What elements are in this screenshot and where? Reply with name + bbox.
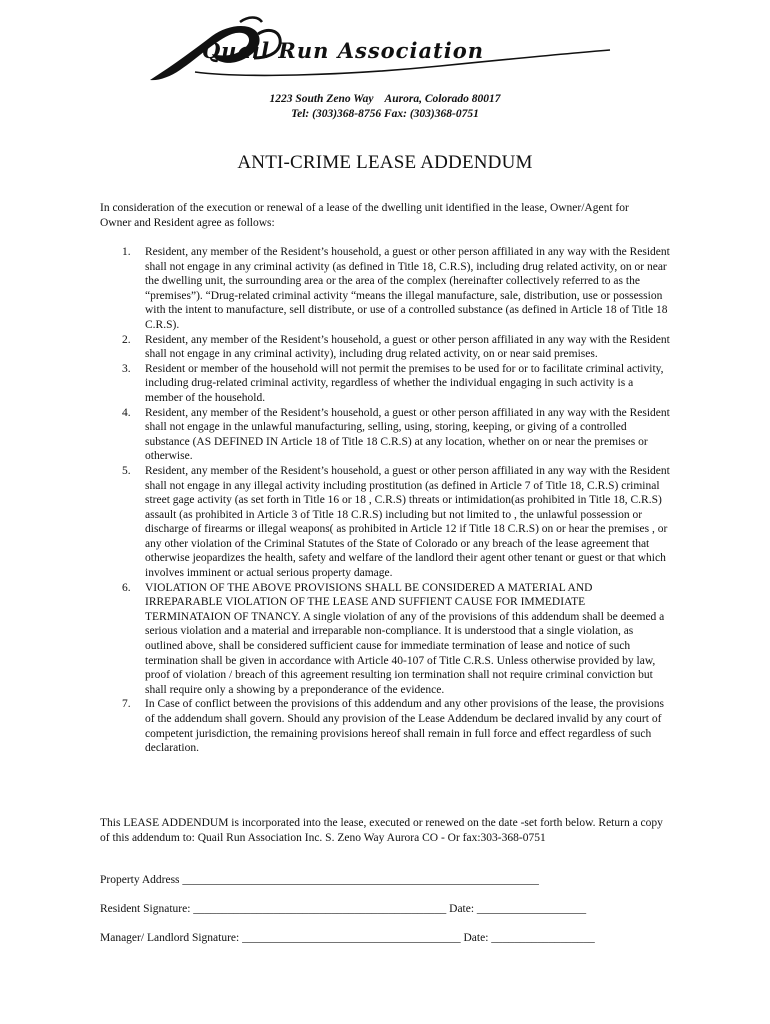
item-number: 7.: [122, 698, 131, 711]
provision-item: [100, 406, 670, 464]
phone-fax-line: Tel: (303)368-8756 Fax: (303)368-0751: [291, 108, 479, 120]
intro-paragraph: In consideration of the execution or renewal of a lease of the dwelling unit identified in the lease, Owner/Agent for Owner and Resident agree as follows:: [100, 202, 629, 229]
provision-item: [100, 581, 670, 698]
item-text: Resident or member of the household will not permit the premises to be used for or to facilitate criminal activity, including drug-related criminal activity, regardless of whether the individual engaging in such activity is a member of the household.: [145, 362, 664, 404]
item-text: Resident, any member of the Resident’s household, a guest or other person affiliated in any way with the Resident shall not engage in any criminal activity), including drug related activity, on or near said premises.: [145, 333, 670, 361]
item-number: 6.: [122, 581, 131, 594]
provision-item: [100, 464, 670, 581]
document-title: ANTI-CRIME LEASE ADDENDUM: [237, 152, 533, 173]
provision-item: [100, 333, 670, 362]
logo-text: Quail Run Association: [202, 38, 485, 63]
item-text: Resident, any member of the Resident’s household, a guest or other person affiliated in any way with the Resident shall not engage in any illegal activity including prostitution (as defined in Article 7 of Title 18, C.R.S) criminal street gage activity (as set forth in Title 16 or 18 , C.R.S) threats or intimidation(as prohibited in Title 18, C.R.S) assault (as prohibited in Article 3 of Title 18 C.R.S) including but not limited to , the unlawful possession or discharge of firearms or illegal weapons( as prohibited in Article 12 if Title 18 C.R.S) on or hear the premises , or any other violation of the Criminal Statutes of the State of Colorado or any breach of the lease agreement that otherwise jeopardizes the health, safety and welfare of the landlord their agent other tenant or guest or that which involves imminent or actual serious property damage.: [145, 464, 670, 580]
address-line: 1223 South Zeno Way Aurora, Colorado 80017: [269, 93, 501, 105]
item-number: 2.: [122, 333, 131, 346]
property-address-field[interactable]: Property Address ______________________________________________________________: [100, 874, 539, 886]
item-number: 3.: [122, 362, 131, 375]
item-text: In Case of conflict between the provisions of this addendum and any other provisions of the lease, the provisions of the addendum shall govern. Should any provision of the Lease Addendum be declared invalid by any court of competent jurisdiction, the remaining provisions hereof shall remain in full force and effect regardless of such declaration.: [145, 698, 664, 755]
item-text: VIOLATION OF THE ABOVE PROVISIONS SHALL BE CONSIDERED A MATERIAL AND IRREPARABLE VIOLATION OF THE LEASE AND SUFFIENT CAUSE FOR IMMEDIATE TERMINATAION OF TNANCY. A single violation of any of the provisions of this addendum shall be deemed a serious violation and a material and irreparable non-compliance. It is understood that a single violation, as outlined above, shall be considered sufficient cause for immediate termination of lease and notice of such termination shall be given in accordance with Article 40-107 of Title C.R.S. Unless otherwise provided by law, proof of violation / breach of this agreement resulting ion termination shall not require criminal conviction but shall require only a showing by a preponderance of the evidence.: [145, 581, 665, 696]
item-number: 5.: [122, 464, 131, 477]
item-number: 1.: [122, 246, 131, 258]
item-number: 4.: [122, 406, 131, 419]
resident-signature-field[interactable]: Resident Signature: ____________________________________________ Date: ___________________: [100, 903, 587, 915]
provision-item: [100, 362, 670, 406]
item-text: Resident, any member of the Resident’s household, a guest or other person affiliated in any way with the Resident shall not engage in any criminal activity (as defined in Title 18, C.R.S), including drug related activity, on or near the dwelling unit, the surrounding area or the area of the complex (hereinafter collectively referred to as the “premises”). “Drug-related criminal activity “means the illegal manufacture, sale, distribution, use or possession with the intent to manufacture, sell distribute, or use of a controlled substance (as defined in Article 18 of Title 18 C.R.S).: [145, 246, 670, 331]
provision-item: [100, 245, 670, 333]
closing-paragraph: This LEASE ADDENDUM is incorporated into the lease, executed or renewed on the date -set forth below. Return a copy of this addendum to: Quail Run Association Inc. S. Zeno Way Aurora CO - Or fax:303-368-0751: [100, 817, 663, 844]
manager-signature-field[interactable]: Manager/ Landlord Signature: ______________________________________ Date: __________________: [100, 932, 595, 944]
contact-info: [0, 92, 770, 122]
provisions-list: [100, 245, 670, 756]
item-text: Resident, any member of the Resident’s household, a guest or other person affiliated in any way with the Resident shall not engage in the unlawful manufacturing, selling, using, storing, keeping, or giving of a controlled substance (AS DEFINED IN Article 18 of Title 18 C.R.S) at any location, whether on or near the premises or otherwise.: [145, 406, 670, 463]
provision-item: [100, 697, 670, 755]
